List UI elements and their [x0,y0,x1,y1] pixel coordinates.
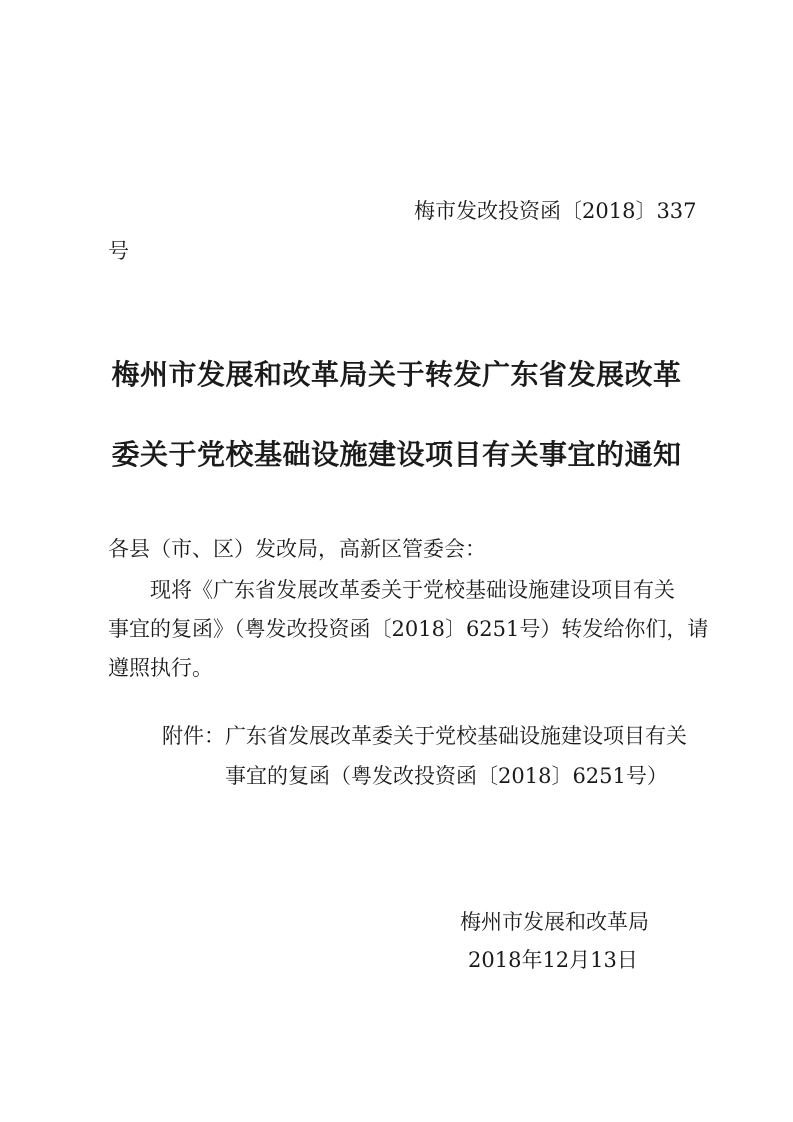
doc-number-line1: 梅市发改投资函〔2018〕337 [414,199,697,223]
document-title-line1: 梅州市发展和改革局关于转发广东省发展改革 [111,358,682,391]
doc-number-line2: 号 [108,239,129,263]
attachment-line1: 附件：广东省发展改革委关于党校基础设施建设项目有关 [162,724,687,748]
attachment-line2: 事宜的复函（粤发改投资函〔2018〕6251号） [225,764,668,788]
body-line3: 遵照执行。 [108,656,213,680]
document-title-line2: 委关于党校基础设施建设项目有关事宜的通知 [111,438,682,471]
body-line2: 事宜的复函》（粤发改投资函〔2018〕6251号）转发给你们，请 [108,617,709,641]
body-line1: 现将《广东省发展改革委关于党校基础设施建设项目有关 [150,578,675,602]
signature-org: 梅州市发展和改革局 [460,910,649,934]
salutation: 各县（市、区）发改局，高新区管委会： [108,537,486,561]
signature-date: 2018年12月13日 [468,948,638,972]
